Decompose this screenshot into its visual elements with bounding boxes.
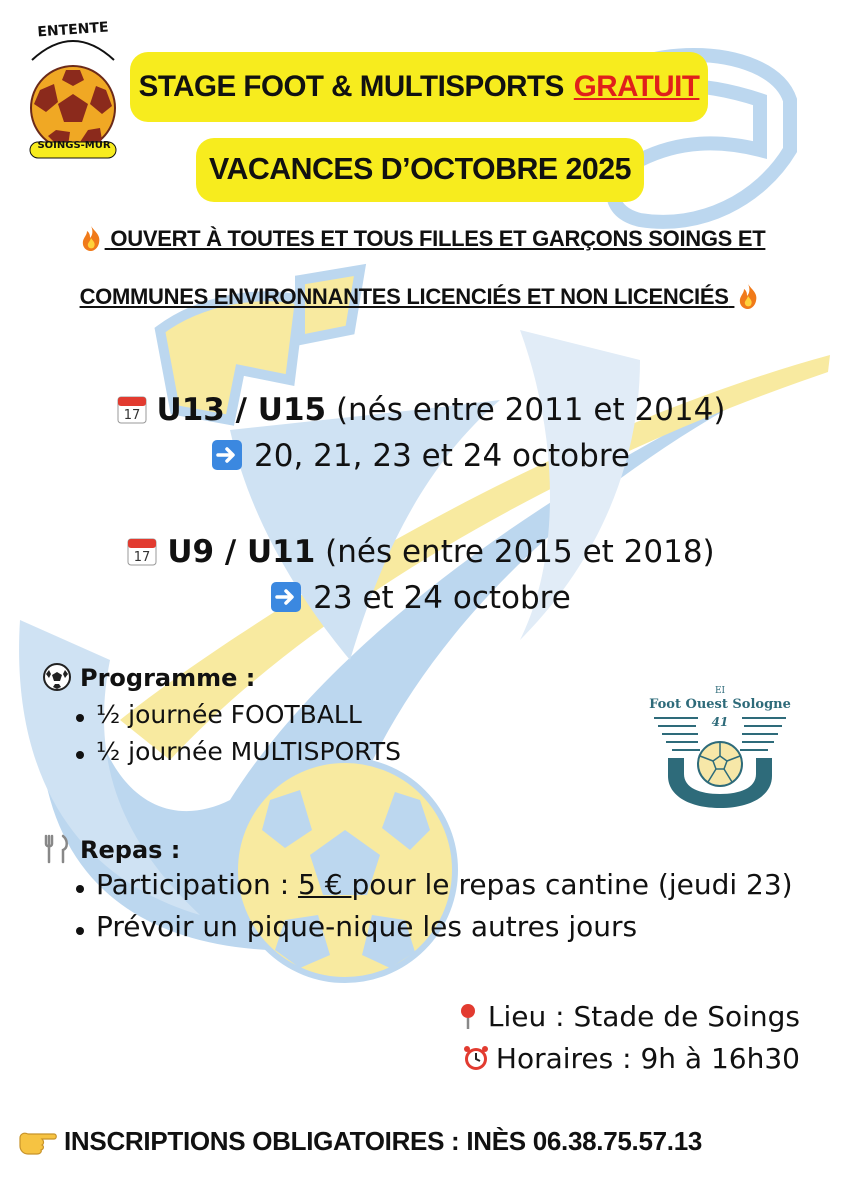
list-item: Prévoir un pique-nique les autres jours <box>70 910 793 952</box>
group-1-dates-row <box>0 438 842 474</box>
svg-text:17: 17 <box>123 408 140 423</box>
list-item: ½ journée FOOTBALL <box>70 700 401 737</box>
entente-logo-top-text: ENTENTE <box>36 19 110 41</box>
open-line-2 <box>0 282 842 310</box>
fos-small-text: EI <box>714 686 726 696</box>
open-text-2: COMMUNES ENVIRONNANTES LICENCIÉS ET NON LICENCIÉS <box>79 284 729 309</box>
group-1-dates: 20, 21, 23 et 24 octobre <box>254 438 630 474</box>
group-2-category: U9 / U11 <box>167 534 316 570</box>
svg-text:17: 17 <box>134 550 151 565</box>
title-gratuit: GRATUIT <box>573 70 700 103</box>
calendar-icon <box>117 394 147 424</box>
fire-icon <box>77 224 105 252</box>
fos-number: 41 <box>711 715 729 729</box>
group-2-dates: 23 et 24 octobre <box>313 580 571 616</box>
inscriptions-text: INSCRIPTIONS OBLIGATOIRES : INÈS 06.38.75.57.13 <box>64 1126 703 1156</box>
programme-heading <box>42 662 255 692</box>
pointing-hand-icon <box>18 1126 58 1156</box>
calendar-icon <box>127 536 157 566</box>
entente-logo-bottom-text: SOINGS-MUR <box>37 140 111 151</box>
repas-heading <box>42 834 180 864</box>
list-item: ½ journée MULTISPORTS <box>70 737 401 774</box>
fork-knife-icon <box>42 834 72 864</box>
group-2-heading <box>0 534 842 570</box>
fos-name: Foot Ouest Sologne <box>649 697 791 712</box>
programme-list <box>70 700 401 774</box>
group-1-ages: (nés entre 2011 et 2014) <box>335 392 726 428</box>
programme-heading-text: Programme : <box>80 664 256 692</box>
horaires-row <box>462 1042 800 1075</box>
open-line-1 <box>0 224 842 252</box>
group-1-heading <box>0 392 842 428</box>
title-line-1 <box>130 52 708 122</box>
title-main: STAGE FOOT & MULTISPORTS <box>138 70 564 103</box>
foot-ouest-sologne-logo <box>646 684 794 810</box>
repas-participation-detail: pour le repas cantine (jeudi 23) <box>351 868 793 901</box>
alarm-clock-icon <box>462 1044 490 1072</box>
repas-price: 5 € <box>298 868 352 901</box>
list-item <box>70 868 793 910</box>
lieu-row <box>454 1000 800 1033</box>
fire-icon <box>734 282 762 310</box>
title-line-2: VACANCES D’OCTOBRE 2025 <box>196 138 644 202</box>
repas-participation-label: Participation : <box>96 868 299 901</box>
horaires-text: Horaires : 9h à 16h30 <box>495 1042 800 1075</box>
open-text-1: OUVERT À TOUTES ET TOUS FILLES ET GARÇONS SOINGS ET <box>110 226 766 251</box>
repas-list <box>70 868 793 952</box>
arrow-right-icon <box>271 582 301 612</box>
location-pin-icon <box>454 1002 482 1030</box>
repas-heading-text: Repas : <box>80 836 181 864</box>
group-1-category: U13 / U15 <box>156 392 327 428</box>
arrow-right-icon <box>212 440 242 470</box>
group-2-ages: (nés entre 2015 et 2018) <box>325 534 715 570</box>
group-2-dates-row <box>0 580 842 616</box>
lieu-text: Lieu : Stade de Soings <box>487 1000 800 1033</box>
soccer-ball-icon <box>42 662 72 692</box>
inscriptions-row <box>18 1126 702 1157</box>
